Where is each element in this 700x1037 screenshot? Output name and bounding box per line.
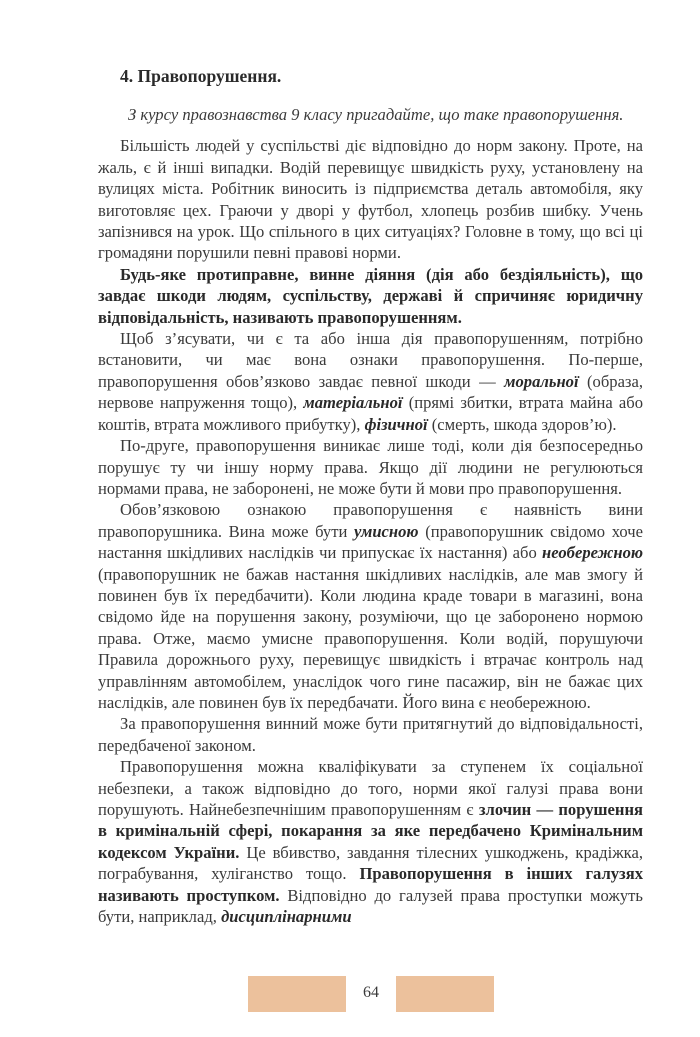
term-intentional: умисною [354,521,419,541]
paragraph-1: Більшість людей у суспільстві діє відповідно до норм закону. Проте, на жаль, є й інші випадки. Водій перевищує швидкість руху, установлену на вулицях міста. Робітник виносить із підприємства деталь автомобіля, яку виготовляє цех. Граючи у дворі у футбол, хлопець розбив шибку. Учень запізнився на урок. Що спільного в цих ситуаціях? Головне в тому, що всі ці громадяни порушили певні правові норми. [98,136,643,263]
term-physical: фізичної [364,414,428,434]
page-content [98,66,643,927]
term-negligent: необережною [542,543,643,563]
footer-band-right [396,976,494,1012]
term-moral: моральної [504,371,579,391]
section-heading: 4. Правопорушення. [120,66,282,86]
paragraph-6: За правопорушення винний може бути притягнутий до відповідальності, передбаченої законом. [98,714,643,755]
misdemeanor-definition: Правопорушення в інших галузях називають проступком. [98,864,643,905]
paragraph-7: Правопорушення можна кваліфікувати за ступенем їх соціальної небезпеки, а також відповідно до того, норми якої галузі права вони порушують. Найнебезпечнішим правопорушенням є злочин — порушення в кримінальній сфері, покарання за яке передбачено Кримінальним кодексом України. Це вбивство, завдання тілесних ушкоджень, крадіжка, пограбування, хуліганство тощо. Правопорушення в інших галузях називають проступком. Відповідно до галузей права проступки можуть бути, наприклад, дисциплінарними [98,757,643,927]
paragraph-3: Щоб з’ясувати, чи є та або інша дія правопорушенням, потрібно встановити, чи має вона ознаки правопорушення. По-перше, правопорушення обов’язково завдає певної шкоди — моральної (образа, нервове напруження тощо), матеріальної (прямі збитки, втрата майна або коштів, втрата можливого прибутку), фізичної (смерть, шкода здоров’ю). [98,329,643,434]
term-material: матеріальної [303,393,403,413]
crime-definition: злочин — порушення в кримінальній сфері, покарання за яке передбачено Кримінальним кодексом України. [98,800,643,862]
intro-question: З курсу правознавства 9 класу пригадайте, що таке правопорушення. [128,105,624,125]
paragraph-5: Обов’язковою ознакою правопорушення є наявність вини правопорушника. Вина може бути умисною (правопорушник свідомо хоче настання шкідливих наслідків чи припускає їх настання) або необережною (правопорушник не бажав настання шкідливих наслідків, але мав змогу й повинен був їх передбачити). Коли людина краде товари в магазині, вона свідомо йде на порушення закону, розуміючи, що це заборонено нормою права. Отже, маємо умисне правопорушення. Коли водій, порушуючи Правила дорожнього руху, перевищує швидкість і втрачає контроль над управлінням автомобілем, унаслідок чого гине пасажир, він не бажає цих наслідків, але повинен був їх передбачати. Його вина є необережною. [98,500,643,712]
page-footer [0,976,700,1012]
definition-paragraph: Будь-яке протиправне, винне діяння (дія або бездіяльність), що завдає шкоди людям, суспільству, державі й спричиняє юридичну відповідальність, називають правопорушенням. [98,264,643,327]
term-disciplinary: дисциплінарними [221,907,352,927]
paragraph-4: По-друге, правопорушення виникає лише тоді, коли дія безпосередньо порушує ту чи іншу норму права. Якщо дії людини не регулюються нормами права, не заборонені, не може бути й мови про правопорушення. [98,436,643,498]
page-number: 64 [363,984,379,1001]
footer-band-left [248,976,346,1012]
